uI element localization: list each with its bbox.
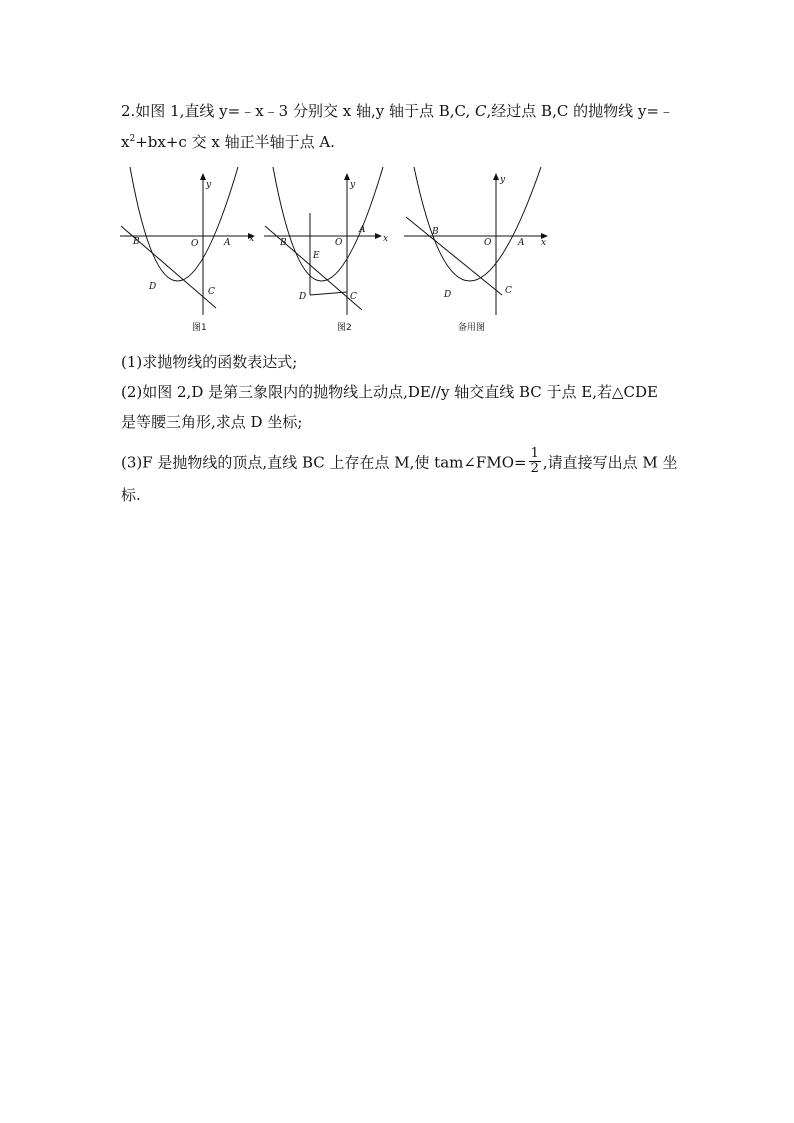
point-d-label: D — [149, 282, 157, 292]
figure-caption: 图1 — [192, 323, 207, 333]
fraction-denominator: 2 — [530, 461, 539, 476]
question-3-line-2: 标. — [121, 486, 141, 504]
problem-line-1 — [121, 101, 674, 121]
axis-x-label: x — [541, 238, 547, 248]
question-3-text: (3)F 是抛物线的顶点,直线 BC 上存在点 M,使 tam∠FMO= — [121, 453, 527, 472]
question-3-line-1 — [121, 446, 678, 478]
axis-x-label: x — [249, 234, 255, 244]
fraction-numerator: 1 — [530, 446, 539, 461]
problem-text: x — [121, 133, 130, 151]
axis-y-label: y — [350, 180, 356, 190]
figure-caption: 备用图 — [458, 323, 486, 333]
point-a-label: A — [224, 238, 231, 248]
exponent: 2 — [129, 134, 136, 144]
problem-text: 2.如图 1,直线 y=﹣x﹣3 分别交 x 轴,y 轴于点 B,C, — [121, 102, 471, 120]
figure-caption: 图2 — [337, 323, 352, 333]
origin-label: O — [484, 238, 492, 248]
figure-2 — [262, 165, 402, 340]
problem-text: +bx+c 交 x 轴正半轴于点 A. — [135, 133, 335, 151]
problem-text: ,经过点 B,C 的抛物线 y=﹣ — [486, 102, 674, 120]
point-b-label: B — [133, 237, 140, 247]
point-b-label: B — [432, 227, 439, 237]
question-2-line-2: 是等腰三角形,求点 D 坐标; — [121, 413, 303, 431]
axis-y-label: y — [206, 180, 212, 190]
origin-label: O — [191, 239, 199, 249]
point-d-label: D — [444, 290, 452, 300]
point-b-label: B — [280, 238, 287, 248]
axis-x-label: x — [383, 234, 389, 244]
question-2-line-1: (2)如图 2,D 是第三象限内的抛物线上动点,DE//y 轴交直线 BC 于点 E,若△CDE — [121, 383, 659, 401]
figure-spare — [402, 165, 552, 340]
question-3-text: ,请直接写出点 M 坐 — [542, 453, 678, 472]
point-c-label: C — [505, 286, 512, 296]
point-d-label: D — [299, 292, 307, 302]
origin-label: O — [335, 238, 343, 248]
question-1: (1)求抛物线的函数表达式; — [121, 353, 298, 371]
point-a-label: A — [518, 238, 525, 248]
point-a-label: A — [359, 225, 366, 235]
point-label-c: C — [475, 102, 487, 120]
fraction — [529, 447, 541, 476]
problem-line-2 — [121, 132, 335, 152]
axis-y-label: y — [500, 175, 506, 185]
point-e-label: E — [313, 251, 320, 261]
point-c-label: C — [350, 292, 357, 302]
figure-1 — [118, 165, 258, 340]
point-c-label: C — [208, 287, 215, 297]
